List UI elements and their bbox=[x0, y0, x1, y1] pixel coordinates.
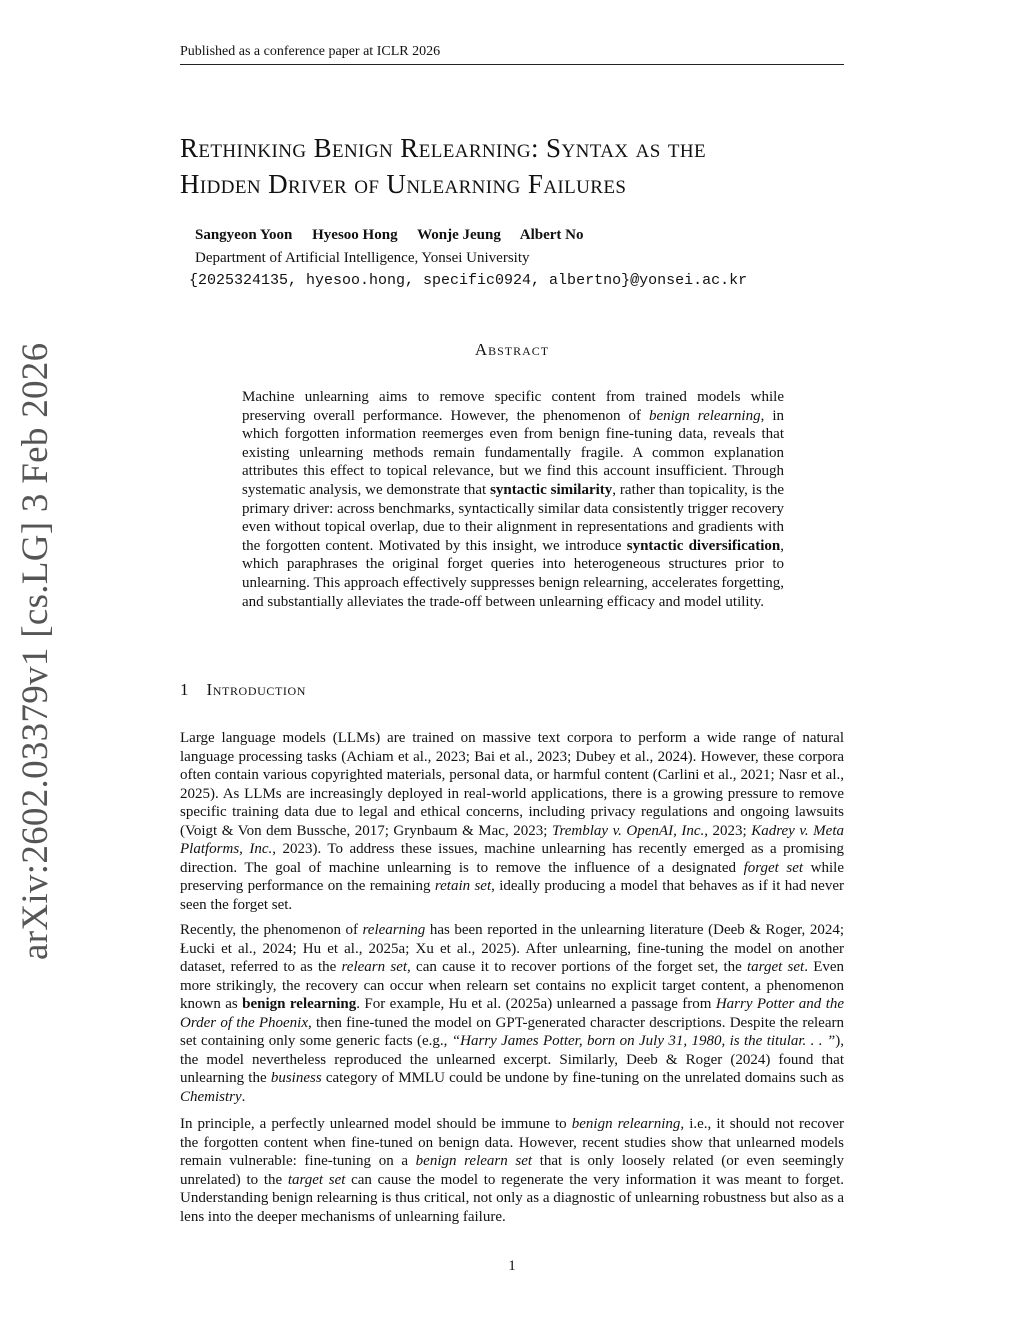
emphasis: target set bbox=[287, 1171, 346, 1188]
text-run: while preserving performance on the remaining bbox=[180, 859, 844, 894]
author-list bbox=[195, 227, 600, 244]
text-run: that is only loosely related (or even seemingly unrelated) to the bbox=[180, 1153, 844, 1188]
text-run: , can cause it to recover portions of the forget set, the bbox=[407, 959, 748, 975]
text-run: , rather than topicality, is the primary driver: across benchmarks, syntactically similar data consistently trigger recovery even without topical overlap, due to their alignment in representations and gradients with the forgotten content. Motivated by this insight, we introduce bbox=[242, 481, 785, 554]
abstract-text bbox=[242, 388, 784, 611]
paragraph bbox=[180, 729, 844, 914]
text-run: , i.e., it should not recover the forgotten content when fine-tuned on benign data. However, recent studies show that unlearned models remain vulnerable: fine-tuning on a bbox=[180, 1116, 845, 1169]
emphasis: benign relearning bbox=[648, 407, 761, 424]
bold-term: syntactic diversification bbox=[626, 537, 781, 554]
abstract-heading: Abstract bbox=[474, 340, 550, 359]
text-run: . For example, Hu et al. (2025a) unlearned a passage from bbox=[356, 996, 716, 1012]
title-line-1: Rethinking Benign Relearning: Syntax as the bbox=[180, 133, 706, 163]
paper-title bbox=[180, 130, 860, 202]
affiliation: Department of Artificial Intelligence, Yonsei University bbox=[195, 250, 530, 266]
text-run: , then fine-tuned the model on GPT-generated character descriptions. Despite the relearn set containing only some generic facts (e.g., bbox=[180, 1014, 844, 1049]
emphasis: Chemistry bbox=[180, 1088, 242, 1105]
text-run: ), the model nevertheless reproduced the unlearned excerpt. Similarly, Deeb & Roger (2024) found that unlearning the bbox=[180, 1033, 844, 1086]
bold-term: benign relearning bbox=[242, 996, 357, 1012]
text-run: category of MMLU could be undone by fine-tuning on the unrelated domains such as bbox=[321, 1070, 844, 1086]
emphasis: Harry Potter and the Order of the Phoenix bbox=[180, 996, 845, 1031]
arxiv-sidebar-stamp: arXiv:2602.03379v1 [cs.LG] 3 Feb 2026 bbox=[15, 342, 56, 960]
emphasis: Kadrey v. Meta Platforms, Inc. bbox=[180, 822, 845, 857]
text-run: Large language models (LLMs) are trained on massive text corpora to perform a wide range of natural language processing tasks (Achiam et al., 2023; Bai et al., 2023; Dubey et al., 2024). However, these corpora often contain various copyrighted materials, personal data, or harmful content (Carlini et al., 2021; Nasr et al., 2025). As LLMs are increasingly deployed in real-world applications, there is a growing pressure to remove specific training data due to legal and ethical concerns, including privacy regulations and ongoing lawsuits (Voigt & Von dem Bussche, 2017; Grynbaum & Mac, 2023; bbox=[180, 730, 844, 839]
emphasis: Tremblay v. OpenAI, Inc. bbox=[551, 822, 705, 839]
author-emails: {2025324135, hyesoo.hong, specific0924, albertno}@yonsei.ac.kr bbox=[189, 272, 748, 289]
section-heading bbox=[180, 680, 306, 700]
emphasis: relearn set bbox=[341, 959, 408, 975]
text-run: Recently, the phenomenon of bbox=[180, 922, 363, 938]
author-name: Wonje Jeung bbox=[417, 227, 501, 243]
text-run: has been reported in the unlearning literature (Deeb & Roger, 2024; Łucki et al., 2024; Hu et al., 2025a; Xu et al., 2025). After unlearning, fine-tuning the model on another dataset, referred to as the bbox=[180, 922, 844, 975]
bold-term: syntactic similarity bbox=[490, 481, 613, 498]
section-title: Introduction bbox=[206, 680, 307, 699]
text-run: , ideally producing a model that behaves as if it had never seen the forget set. bbox=[180, 878, 844, 913]
paragraph bbox=[180, 921, 844, 1106]
text-run: can cause the model to regenerate the very information it was meant to forget. Understanding benign relearning is thus critical, not only as a diagnostic of unlearning robustness but also as a lens into the deeper mechanisms of unlearning failure. bbox=[180, 1171, 844, 1225]
author-name: Hyesoo Hong bbox=[312, 227, 398, 243]
emphasis: benign relearning bbox=[571, 1116, 681, 1132]
text-run: , in which forgotten information reemerges even from benign fine-tuning data, reveals that existing unlearning methods remain fundamentally fragile. A common explanation attributes this effect to topical relevance, but we find this account insufficient. Through systematic analysis, we demonstrate that bbox=[242, 407, 785, 498]
text-run: . Even more strikingly, the recovery can occur when relearn set contains no explicit target content, a phenomenon known as bbox=[180, 959, 845, 1012]
emphasis: relearning bbox=[362, 922, 426, 938]
paragraph bbox=[180, 1115, 844, 1226]
author-name: Sangyeon Yoon bbox=[195, 227, 293, 243]
emphasis: benign relearn set bbox=[415, 1153, 533, 1169]
text-run: , which paraphrases the original forget queries into heterogeneous structures prior to unlearning. This approach effectively suppresses benign relearning, accelerates forgetting, and substantially alleviates the trade-off between unlearning efficacy and model utility. bbox=[242, 537, 784, 610]
text-run: , 2023). To address these issues, machine unlearning has recently emerged as a promising direction. The goal of machine unlearning is to remove the influence of a designated bbox=[180, 841, 844, 876]
emphasis: forget set bbox=[743, 859, 804, 876]
running-header: Published as a conference paper at ICLR 2026 bbox=[180, 44, 844, 65]
emphasis: retain set bbox=[434, 878, 492, 894]
text-run: Machine unlearning aims to remove specific content from trained models while preserving overall performance. However, the phenomenon of bbox=[242, 389, 784, 424]
emphasis: “Harry James Potter, born on July 31, 1980, is the titular. . . ” bbox=[451, 1033, 836, 1049]
emphasis: target set bbox=[747, 959, 805, 975]
section-number: 1 bbox=[180, 680, 189, 699]
text-run: In principle, a perfectly unlearned model should be immune to bbox=[180, 1116, 572, 1132]
text-run: , 2023; bbox=[704, 822, 752, 839]
text-run: . bbox=[241, 1088, 246, 1105]
author-name: Albert No bbox=[519, 227, 584, 243]
page-number: 1 bbox=[508, 1258, 516, 1274]
emphasis: business bbox=[270, 1070, 322, 1086]
title-line-2: Hidden Driver of Unlearning Failures bbox=[180, 169, 627, 199]
